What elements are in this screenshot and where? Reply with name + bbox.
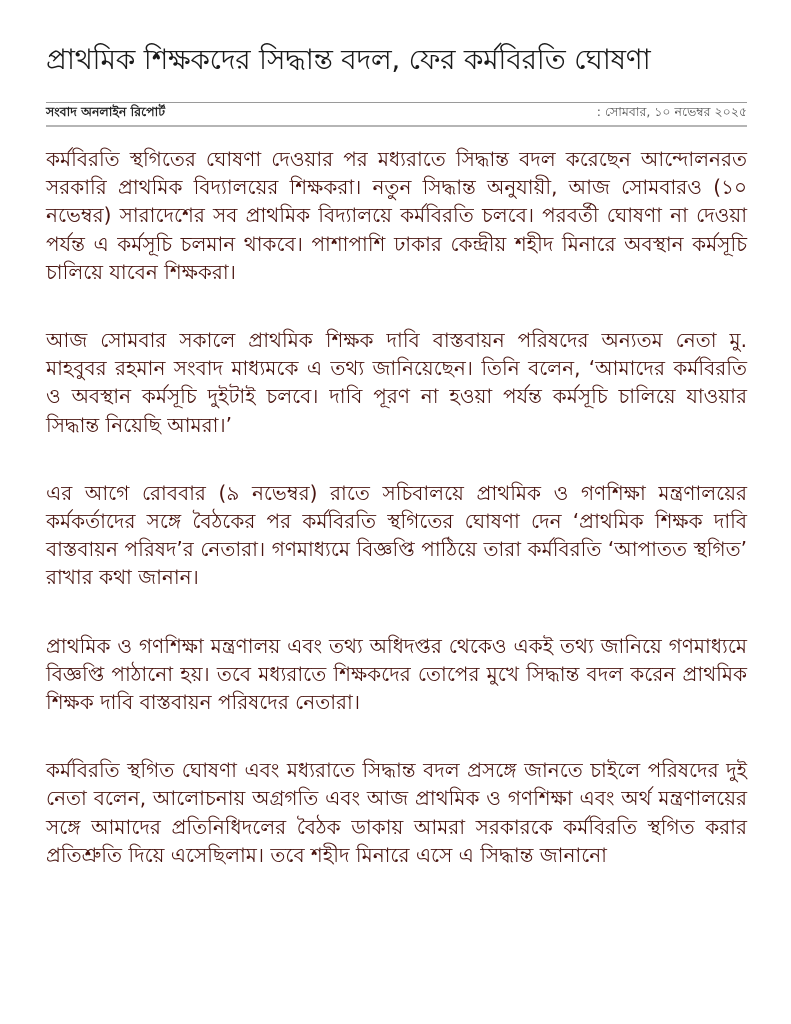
article-body <box>46 145 747 869</box>
article-paragraph-1: কর্মবিরতি স্থগিতের ঘোষণা দেওয়ার পর মধ্যরাতে সিদ্ধান্ত বদল করেছেন আন্দোলনরত সরকারি প্রাথমিক বিদ্যালয়ের শিক্ষকরা। নতুন সিদ্ধান্ত অনুযায়ী, আজ সোমবারও (১০ নভেম্বর) সারাদেশের সব প্রাথমিক বিদ্যালয়ে কর্মবিরতি চলবে। পরবর্তী ঘোষণা না দেওয়া পর্যন্ত এ কর্মসূচি চলমান থাকবে। পাশাপাশি ঢাকার কেন্দ্রীয় শহীদ মিনারে অবস্থান কর্মসূচি চালিয়ে যাবেন শিক্ষকরা। <box>46 147 747 284</box>
article-meta <box>46 103 747 125</box>
article-date: : সোমবার, ১০ নভেম্বর ২০২৫ <box>596 104 747 119</box>
article-paragraph-3: এর আগে রোববার (৯ নভেম্বর) রাতে সচিবালয়ে প্রাথমিক ও গণশিক্ষা মন্ত্রণালয়ের কর্মকর্তাদের সঙ্গে বৈঠকের পর কর্মবিরতি স্থগিতের ঘোষণা দেন ‘প্রাথমিক শিক্ষক দাবি বাস্তবায়ন পরিষদ’র নেতারা। গণমাধ্যমে বিজ্ঞপ্তি পাঠিয়ে তারা কর্মবিরতি ‘আপাতত স্থগিত’ রাখার কথা জানান। <box>46 480 747 590</box>
article-paragraph-5: কর্মবিরতি স্থগিত ঘোষণা এবং মধ্যরাতে সিদ্ধান্ত বদল প্রসঙ্গে জানতে চাইলে পরিষদের দুই নেতা বলেন, আলোচনায় অগ্রগতি এবং আজ প্রাথমিক ও গণশিক্ষা এবং অর্থ মন্ত্রণালয়ের সঙ্গে আমাদের প্রতিনিধিদলের বৈঠক ডাকায় আমরা সরকারকে কর্মবিরতি স্থগিত করার প্রতিশ্রুতি দিয়ে এসেছিলাম। তবে শহীদ মিনারে এসে এ সিদ্ধান্ত জানানো <box>46 758 747 867</box>
meta-bottom-divider <box>46 125 747 127</box>
article-byline: সংবাদ অনলাইন রিপোর্ট <box>46 104 166 119</box>
article-headline: প্রাথমিক শিক্ষকদের সিদ্ধান্ত বদল, ফের কর্মবিরতি ঘোষণা <box>46 43 651 76</box>
article-paragraph-2: আজ সোমবার সকালে প্রাথমিক শিক্ষক দাবি বাস্তবায়ন পরিষদের অন্যতম নেতা মু. মাহবুবর রহমান সংবাদ মাধ্যমকে এ তথ্য জানিয়েছেন। তিনি বলেন, ‘আমাদের কর্মবিরতি ও অবস্থান কর্মসূচি দুইটাই চলবে। দাবি পূরণ না হওয়া পর্যন্ত কর্মসূচি চালিয়ে যাওয়ার সিদ্ধান্ত নিয়েছি আমরা।’ <box>46 328 747 437</box>
article-paragraph-4: প্রাথমিক ও গণশিক্ষা মন্ত্রণালয় এবং তথ্য অধিদপ্তর থেকেও একই তথ্য জানিয়ে গণমাধ্যমে বিজ্ঞপ্তি পাঠানো হয়। তবে মধ্যরাতে শিক্ষকদের তোপের মুখে সিদ্ধান্ত বদল করেন প্রাথমিক শিক্ষক দাবি বাস্তবায়ন পরিষদের নেতারা। <box>46 633 747 715</box>
